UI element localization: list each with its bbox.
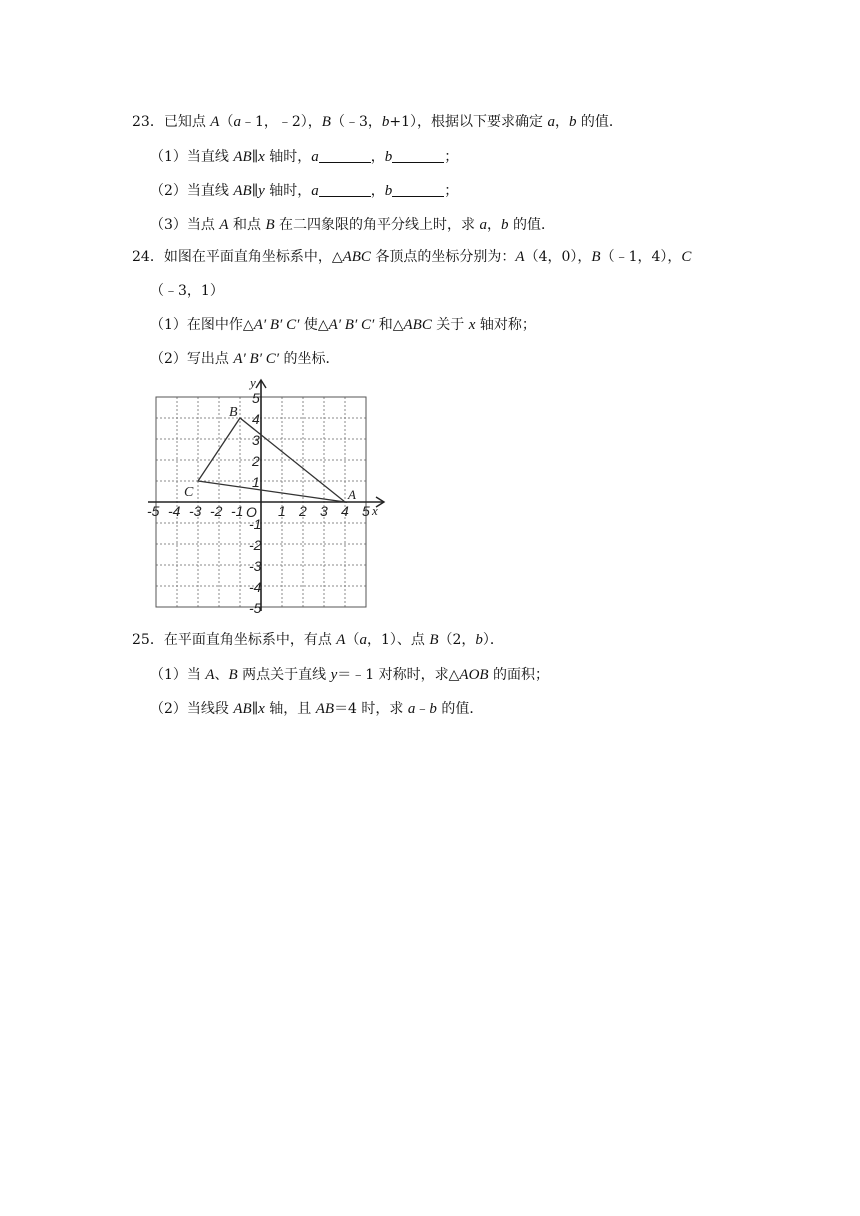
q23-number: 23． <box>132 114 164 130</box>
x-axis-label: x <box>372 503 378 518</box>
x-tick-label: 5 <box>362 503 370 519</box>
q23-part1: （1）当直线 AB∥x 轴时，a ，b ； <box>150 149 459 165</box>
vertex-label-b: B <box>229 405 238 420</box>
q24-stem-continued: （﹣3，1） <box>150 283 224 299</box>
answer-blank-a[interactable] <box>319 148 371 163</box>
y-tick-label: -4 <box>249 579 262 595</box>
x-tick-label: 4 <box>341 503 349 519</box>
answer-blank-a[interactable] <box>319 182 371 197</box>
y-tick-label: 3 <box>252 432 260 448</box>
y-tick-label: -1 <box>249 516 262 532</box>
y-tick-label: -2 <box>249 537 262 553</box>
q25-stem: 25．在平面直角坐标系中，有点 A（a，1）、点 B（2，b）． <box>132 632 504 648</box>
q24-part2: （2）写出点 A′ B′ C′ 的坐标． <box>150 351 340 367</box>
y-tick-label: 2 <box>252 453 260 469</box>
y-axis-label: y <box>250 375 256 390</box>
q25-number: 25． <box>132 632 164 648</box>
q23-part3: （3）当点 A 和点 B 在二四象限的角平分线上时，求 a，b 的值． <box>150 217 555 233</box>
q25-part2: （2）当线段 AB∥x 轴，且 AB＝4 时，求 a﹣b 的值． <box>150 701 484 717</box>
y-tick-label: 1 <box>252 474 260 490</box>
answer-blank-b[interactable] <box>392 148 444 163</box>
x-tick-label: 3 <box>320 503 328 519</box>
q23-part2: （2）当直线 AB∥y 轴时，a ，b ； <box>150 183 459 199</box>
coordinate-grid-figure <box>146 375 396 615</box>
y-tick-label: -5 <box>249 600 262 615</box>
x-tick-label: -2 <box>210 503 223 519</box>
y-tick-label: 5 <box>252 390 260 406</box>
q24-number: 24． <box>132 249 164 265</box>
x-tick-label: -3 <box>189 503 202 519</box>
q23-stem: 23．已知点 A（a﹣1，﹣2），B（﹣3，b+1），根据以下要求确定 a，b 的值． <box>132 114 623 130</box>
x-tick-label: 1 <box>278 503 286 519</box>
vertex-label-a: A <box>348 487 356 502</box>
q24-part1: （1）在图中作△A′ B′ C′ 使△A′ B′ C′ 和△ABC 关于 x 轴对称； <box>150 317 536 333</box>
y-tick-label: -3 <box>249 558 262 574</box>
q25-part1: （1）当 A、B 两点关于直线 y＝﹣1 对称时，求△AOB 的面积； <box>150 667 550 683</box>
answer-blank-b[interactable] <box>392 182 444 197</box>
x-tick-label: -1 <box>231 503 244 519</box>
x-tick-label: -4 <box>168 503 181 519</box>
origin-label: O <box>246 504 257 520</box>
vertex-label-c: C <box>184 485 194 500</box>
x-tick-label: -5 <box>147 503 160 519</box>
y-tick-label: 4 <box>252 411 260 427</box>
q24-stem: 24．如图在平面直角坐标系中，△ABC 各顶点的坐标分别为：A（4，0），B（﹣1，4），C <box>132 249 692 265</box>
x-tick-label: 2 <box>299 503 307 519</box>
